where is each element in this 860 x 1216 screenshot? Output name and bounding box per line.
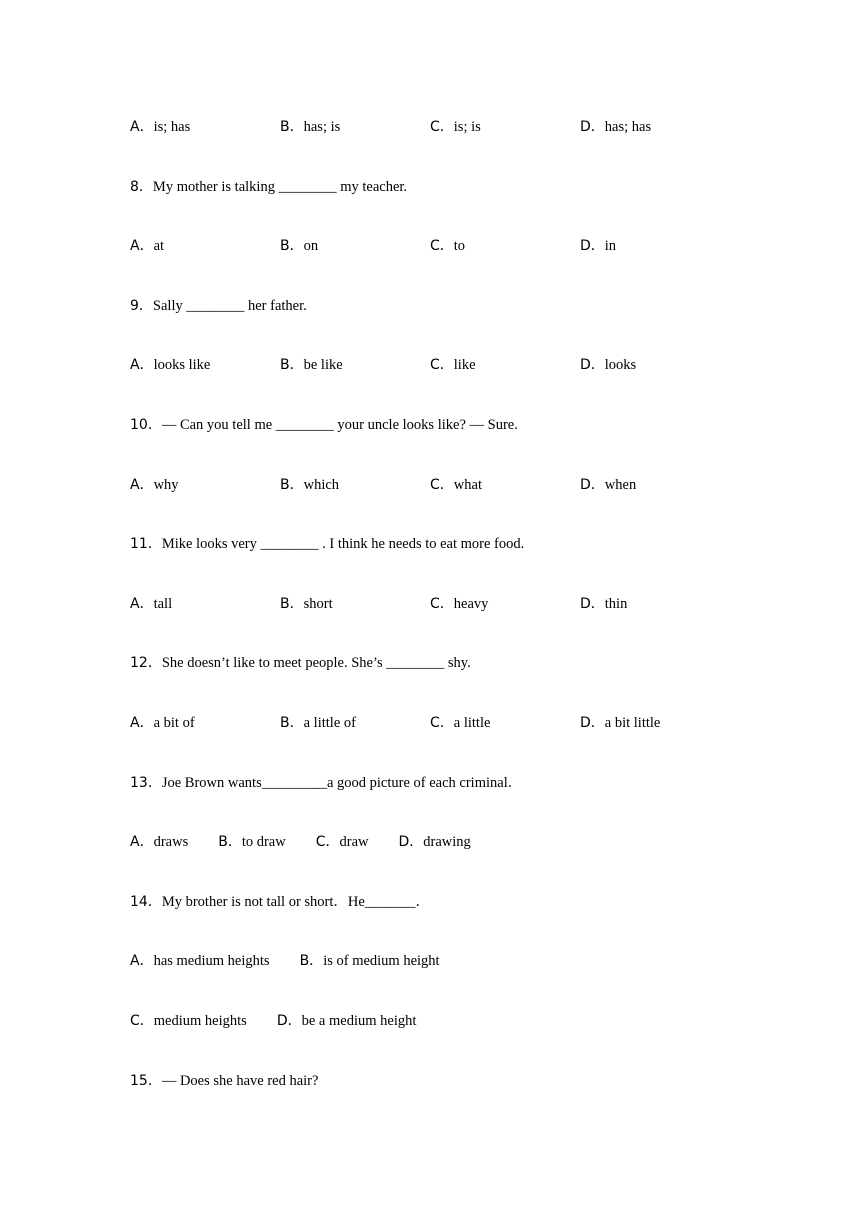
question-number: 14． (130, 894, 162, 910)
question-text: — Does she have red hair? (161, 1073, 319, 1089)
option-choice[interactable] (277, 1009, 417, 1033)
option-text: when (604, 477, 637, 493)
option-label: B． (280, 119, 304, 135)
question-number: 11． (130, 536, 162, 552)
option-label: C． (430, 715, 454, 731)
option-choice[interactable] (218, 830, 286, 854)
option-choice[interactable] (430, 592, 488, 616)
option-text: medium heights (153, 1013, 247, 1029)
option-text: looks (604, 357, 637, 373)
option-choice[interactable] (130, 353, 210, 377)
option-label: B． (218, 834, 242, 850)
option-label: D． (580, 119, 605, 135)
question-line (130, 294, 307, 318)
option-choice[interactable] (300, 949, 440, 973)
option-text: to draw (241, 834, 286, 850)
option-choice[interactable] (280, 473, 339, 497)
option-choice[interactable] (580, 234, 616, 258)
option-choice[interactable] (130, 473, 179, 497)
option-choice[interactable] (430, 473, 482, 497)
option-label: B． (280, 238, 304, 254)
option-label: C． (315, 834, 340, 850)
option-label: A． (130, 834, 154, 850)
option-text: a little (453, 715, 491, 731)
option-text: be like (303, 357, 343, 373)
option-label: D． (276, 1013, 302, 1029)
option-text: thin (604, 596, 628, 612)
option-choice[interactable] (580, 115, 651, 139)
option-label: A． (130, 953, 154, 969)
option-label: C． (430, 357, 454, 373)
option-choice[interactable] (580, 353, 636, 377)
question-text: My mother is talking ________ my teacher. (152, 179, 408, 195)
question-line (130, 890, 430, 914)
option-label: D． (580, 715, 605, 731)
option-text: is; has (153, 119, 191, 135)
question-number: 12． (130, 655, 162, 671)
option-text: like (453, 357, 476, 373)
option-text: to (453, 238, 466, 254)
question-text: Joe Brown wants_________a good picture of each criminal． (161, 775, 523, 791)
question-number: 10． (130, 417, 162, 433)
option-choice[interactable] (430, 711, 490, 735)
question-text: — Can you tell me ________ your uncle looks like? — Sure. (161, 417, 518, 433)
option-choice[interactable] (130, 830, 188, 854)
option-text: short (303, 596, 333, 612)
option-text: draws (153, 834, 189, 850)
option-label: C． (430, 477, 454, 493)
option-text: is of medium height (323, 953, 440, 969)
option-label: B． (280, 477, 304, 493)
option-label: A． (130, 715, 154, 731)
option-choice[interactable] (130, 711, 195, 735)
option-choice[interactable] (280, 711, 356, 735)
option-label: B． (280, 715, 304, 731)
option-text: drawing (423, 834, 471, 850)
option-label: D． (580, 357, 605, 373)
option-label: B． (280, 357, 304, 373)
option-text: has; has (604, 119, 652, 135)
question-line (130, 175, 407, 199)
option-text: heavy (453, 596, 489, 612)
option-label: A． (130, 477, 154, 493)
option-text: a bit of (153, 715, 195, 731)
option-text: at (153, 238, 165, 254)
option-choice[interactable] (130, 1009, 247, 1033)
option-choice[interactable] (130, 115, 190, 139)
question-line (130, 532, 524, 556)
question-number: 8． (130, 179, 153, 195)
option-label: C． (130, 1013, 154, 1029)
option-label: D． (398, 834, 424, 850)
option-label: D． (580, 477, 605, 493)
option-label: A． (130, 119, 154, 135)
option-label: A． (130, 596, 154, 612)
question-number: 9． (130, 298, 153, 314)
option-label: C． (430, 238, 454, 254)
question-text: Sally ________ her father. (152, 298, 307, 314)
option-choice[interactable] (430, 115, 481, 139)
question-line (130, 651, 471, 675)
option-label: A． (130, 357, 154, 373)
option-text: draw (339, 834, 369, 850)
option-choice[interactable] (280, 234, 318, 258)
option-text: why (153, 477, 179, 493)
option-text: looks like (153, 357, 211, 373)
option-choice[interactable] (316, 830, 369, 854)
option-text: has medium heights (153, 953, 270, 969)
option-label: A． (130, 238, 154, 254)
option-label: C． (430, 119, 454, 135)
option-text: tall (153, 596, 173, 612)
question-line (130, 771, 522, 795)
question-number: 13． (130, 775, 162, 791)
question-text: She doesn’t like to meet people. She’s ________ shy. (161, 655, 471, 671)
option-text: a little of (303, 715, 356, 731)
option-text: on (303, 238, 319, 254)
option-choice[interactable] (130, 949, 270, 973)
option-choice[interactable] (280, 592, 333, 616)
option-label: C． (430, 596, 454, 612)
option-text: a bit little (604, 715, 661, 731)
option-choice[interactable] (280, 353, 343, 377)
option-choice[interactable] (580, 473, 636, 497)
option-choice[interactable] (130, 592, 172, 616)
option-label: B． (280, 596, 304, 612)
option-choice[interactable] (130, 234, 164, 258)
question-text: Mike looks very ________ . I think he needs to eat more food. (161, 536, 525, 552)
option-text: is; is (453, 119, 481, 135)
question-line (130, 1069, 318, 1093)
question-line (130, 413, 518, 437)
question-number: 15． (130, 1073, 162, 1089)
option-choice[interactable] (430, 353, 476, 377)
option-label: B． (299, 953, 324, 969)
option-text: in (604, 238, 617, 254)
option-text: has; is (303, 119, 341, 135)
option-choice[interactable] (580, 711, 660, 735)
option-text: which (303, 477, 340, 493)
option-choice[interactable] (430, 234, 465, 258)
option-choice[interactable] (280, 115, 340, 139)
option-choice[interactable] (580, 592, 627, 616)
option-text: be a medium height (301, 1013, 417, 1029)
option-text: what (453, 477, 482, 493)
option-choice[interactable] (399, 830, 471, 854)
option-label: D． (580, 596, 605, 612)
option-label: D． (580, 238, 605, 254)
question-text: My brother is not tall or short．He_______． (161, 894, 431, 910)
